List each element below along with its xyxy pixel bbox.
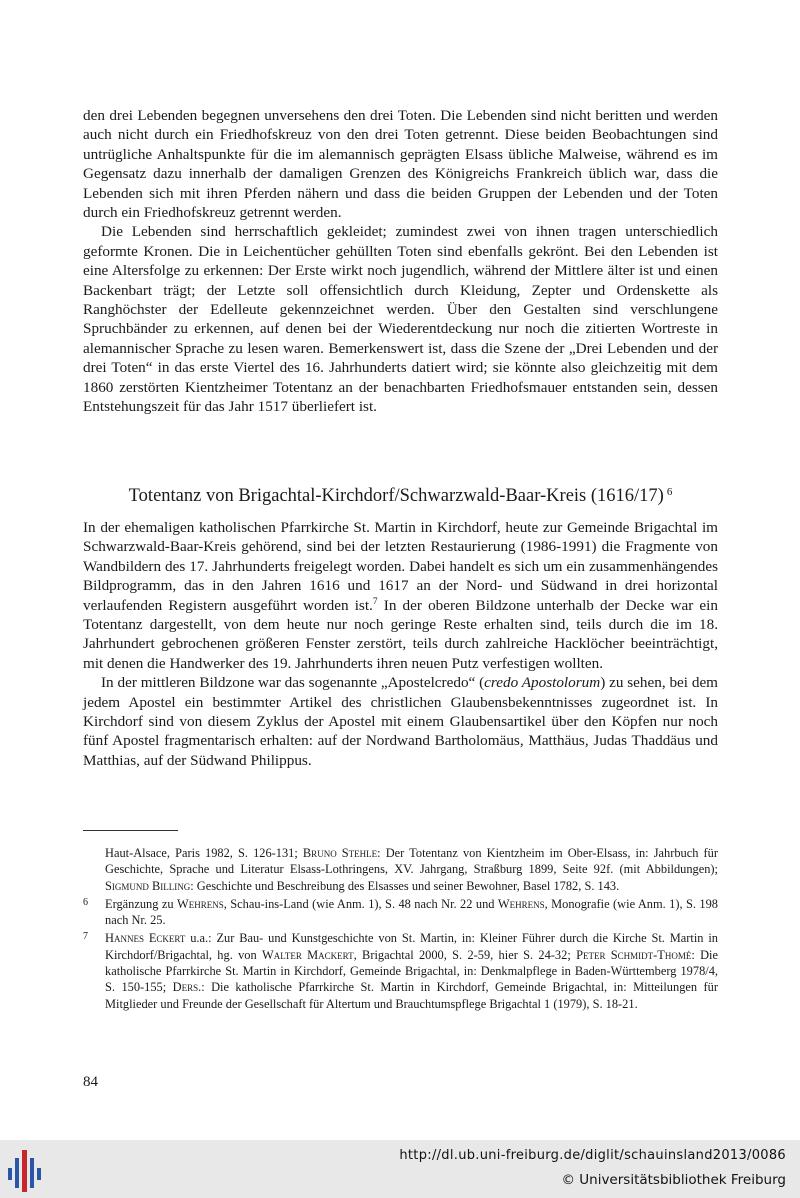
- footnote-reference[interactable]: 7: [372, 596, 378, 607]
- footnotes: [83, 845, 718, 1012]
- footnote-reference[interactable]: 6: [666, 486, 673, 498]
- section-heading: [83, 480, 718, 508]
- copyright-notice: © Universitätsbibliothek Freiburg: [561, 1172, 786, 1188]
- author-name: Wehrens: [497, 896, 545, 911]
- author-name: Walter Mackert: [262, 947, 354, 962]
- footnote-continuation: [83, 845, 718, 894]
- footnote-7: [83, 930, 718, 1011]
- author-name: Wehrens: [177, 896, 224, 911]
- footnote-number: 6: [83, 896, 88, 908]
- paragraph: Die Lebenden sind herrschaftlich gekleidet; zumindest zwei von ihnen tragen unterschiedlich geformte Kronen. Die in Leichentücher gehüllten Toten sind ebenfalls gekrönt. Bei den Lebenden ist eine Altersfolge zu erkennen: Der Erste wirkt noch jugendlich, während der Mittlere älter ist und einen Backenbart trägt; der Letzte soll offensichtlich durch Kleidung, Zepter und Ordenskette als Ranghöchster der Edelleute gekennzeichnet werden. Über den Gestalten sind verschlungene Spruchbänder zu erkennen, auf denen bei der Wiederentdeckung nur noch die zitierten Wortreste in alemannischer Sprache zu lesen waren. Bemerkenswert ist, dass die Szene der „Drei Lebenden und der drei Toten“ in das erste Viertel des 16. Jahrhunderts datiert wird; sie könnte also gleichzeitig mit dem 1860 zerstörten Kientzheimer Totentanz an der benachbarten Friedhofsmauer entstanden sein, dessen Entstehungszeit für das Jahr 1517 überliefert ist.: [83, 223, 718, 416]
- text-block-top: [83, 106, 718, 417]
- paragraph-text: In der ehemaligen katholischen Pfarrkirche St. Martin in Kirchdorf, heute zur Gemeinde Brigachtal im Schwarzwald-Baar-Kreis gehörend, sind bei der letzten Restaurierung (1986-1991) die Fragmente von Wandbildern des 17. Jahrhunderts freigelegt worden. Dabei handelt es sich um ein zusammenhängendes Bildprogramm, das in den Jahren 1616 und 1617 an der Nord- und Südwand in drei horizontal verlaufenden Registern ausgeführt worden ist.: [83, 519, 718, 614]
- viewer-footer: [0, 1140, 800, 1198]
- footnote-text: : Die katholische Pfarrkirche St. Martin in Kirchdorf, Gemeinde Brigachtal, in: Denkmalpflege in Baden-Württemberg 1978/4, S. 150-155;: [105, 947, 718, 995]
- footnote-divider: [83, 830, 178, 831]
- footnote-text: , Brigachtal 2000, S. 2-59, hier S. 24-32;: [353, 947, 577, 962]
- italic-term: credo Apostolorum: [484, 674, 601, 692]
- footnote-text: , Schau-ins-Land (wie Anm. 1), S. 48 nach Nr. 22 und: [223, 896, 498, 911]
- paragraph: [83, 518, 718, 673]
- footnote-text: : Geschichte und Beschreibung des Elsasses und seiner Bewohner, Basel 1782, S. 143.: [190, 878, 620, 893]
- paragraph-text: ) zu sehen, bei dem jedem Apostel ein bestimmter Artikel des christlichen Glaubensbekenntnisses zugeordnet ist. In Kirchdorf sind von diesem Zyklus der Apostel mit einem Glaubensartikel über den Köpfen nur noch fünf Apostel fragmentarisch erhalten: auf der Nordwand Bartholomäus, Matthäus, Judas Thaddäus und Matthias, auf der Südwand Philippus.: [83, 674, 718, 769]
- footnote-text: Haut-Alsace, Paris 1982, S. 126-131;: [105, 846, 303, 860]
- footnote-text: u.a.: Zur Bau- und Kunstgeschichte von St. Martin, in: Kleiner Führer durch die Kirche St. Martin in Kirchdorf/Brigachtal, hg. von: [105, 931, 718, 962]
- paragraph: [83, 673, 718, 770]
- paragraph: den drei Lebenden begegnen unversehens den drei Toten. Die Lebenden sind nicht beritten und werden auch nicht durch ein Friedhofskreuz von den drei Toten getrennt. Diese beiden Beobachtungen sind untrügliche Anhaltspunkte für die im alemannisch geprägten Elsass übliche Malweise, während es im Gegensatz dazu innerhalb der damaligen Grenzen des Königreichs Frankreich üblich war, dass die Lebenden sich mit ihren Pferden nähern und dass die beiden Gruppen der Lebenden und der Toten durch ein Friedhofskreuz getrennt werden.: [83, 107, 718, 222]
- author-name: Bruno Stehle: [302, 846, 378, 860]
- author-name: Hannes Eckert: [105, 931, 186, 946]
- footnote-text: , Monografie (wie Anm. 1), S. 198 nach Nr. 25.: [105, 896, 718, 928]
- footnote-6: [83, 896, 718, 929]
- footnote-number: 7: [83, 931, 88, 943]
- paragraph-text: In der oberen Bildzone unterhalb der Decke war ein Totentanz dargestellt, von dem heute nur noch geringe Reste erhalten sind, teils durch die im 18. Jahrhundert gebrochenen größeren Fenster zerstört, teils durch zahlreiche Hacklöcher beeinträchtigt, mit denen die Handwerker des 19. Jahrhunderts ihren neuen Putz verfestigen wollten.: [83, 596, 718, 672]
- author-name: Sigmund Billing: [105, 878, 191, 893]
- section-heading-text: Totentanz von Brigachtal-Kirchdorf/Schwarzwald-Baar-Kreis (1616/17): [128, 486, 664, 506]
- page-number: 84: [83, 1074, 98, 1090]
- footnote-text: : Die katholische Pfarrkirche St. Martin in Kirchdorf, Gemeinde Brigachtal, in: Mitteilungen für Mitglieder und Freunde der Gesellschaft für Altertum und Brauchtumspflege Brigachtal 1 (1979), S. 18-21.: [105, 980, 718, 1011]
- paragraph-text: In der mittleren Bildzone war das sogenannte „Apostelcredo“ (: [101, 674, 485, 692]
- text-block-bottom: [83, 518, 718, 770]
- footnote-text: Ergänzung zu: [105, 896, 178, 911]
- author-name: Ders.: [172, 980, 202, 995]
- library-logo-icon: [8, 1150, 48, 1192]
- permalink-url[interactable]: http://dl.ub.uni-freiburg.de/diglit/schauinsland2013/0086: [399, 1148, 786, 1163]
- author-name: Peter Schmidt-Thomé: [576, 947, 692, 962]
- footnote-text: : Der Totentanz von Kientzheim im Ober-Elsass, in: Jahrbuch für Geschichte, Sprache und Literatur Elsass-Lothringens, XV. Jahrgang, Straßburg 1899, Seite 92f. (mit Abbildungen);: [105, 846, 718, 877]
